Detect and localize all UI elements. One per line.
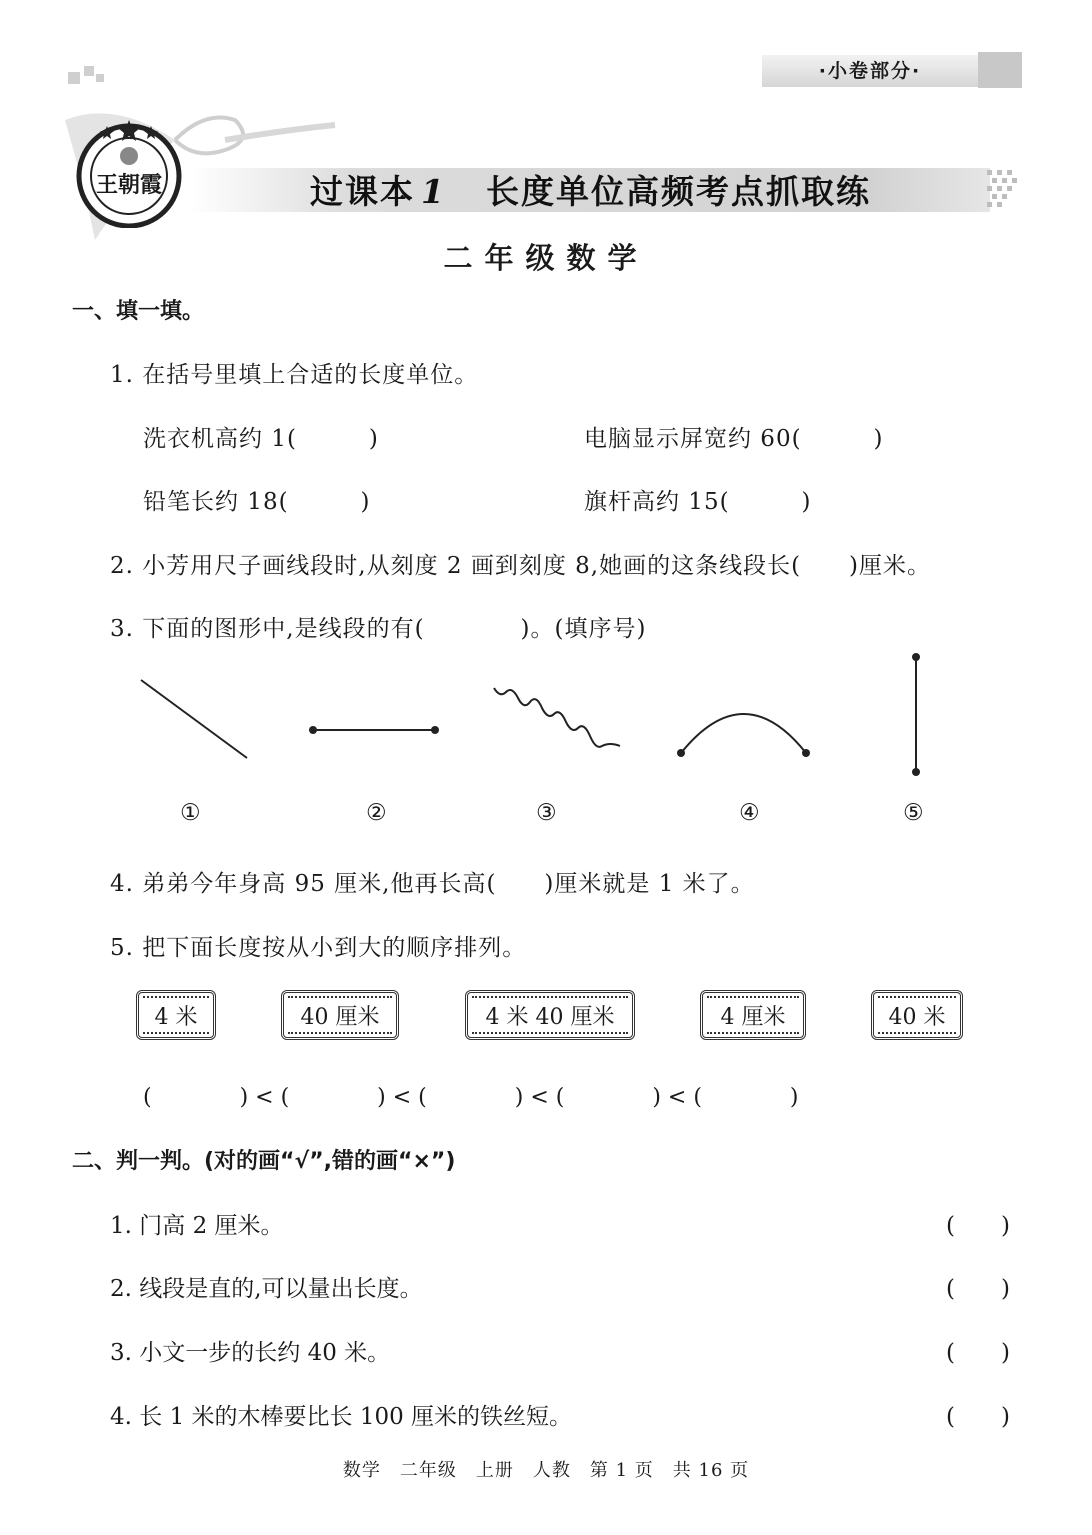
- section-heading-fill: 一、填一填。: [72, 299, 205, 324]
- header-tab: ·小卷部分·: [762, 55, 978, 87]
- question-4: 4. 弟弟今年身高 95 厘米,他再长高( )厘米就是 1 米了。: [110, 871, 755, 897]
- logo-name: 王朝霞: [95, 172, 162, 198]
- judge-item-2: 2. 线段是直的,可以量出长度。: [110, 1276, 423, 1302]
- order-answer-row: ( ) < ( ) < ( ) < ( ) < ( ): [143, 1085, 799, 1110]
- question-1d: 旗杆高约 15( ): [584, 489, 812, 515]
- judge-answer-blank: ( ): [946, 1340, 1010, 1366]
- corner-decoration: [84, 66, 94, 76]
- corner-decoration: [68, 72, 80, 84]
- publisher-logo: [74, 118, 184, 228]
- length-card-1: 4 米: [136, 990, 216, 1040]
- length-card-2: 40 厘米: [281, 990, 399, 1040]
- judge-item-1: 1. 门高 2 厘米。: [110, 1213, 284, 1239]
- figure-1-line: [135, 672, 255, 767]
- page-title: [310, 166, 871, 213]
- figure-4-arc: [672, 700, 817, 765]
- question-1-stem: 1. 在括号里填上合适的长度单位。: [110, 362, 479, 388]
- figure-5-segment: [904, 650, 928, 780]
- section-heading-judge: 二、判一判。(对的画“√”,错的画“×”): [72, 1149, 456, 1174]
- figure-2-segment: [305, 718, 445, 742]
- figure-label-5: ⑤: [903, 800, 925, 826]
- question-2: 2. 小芳用尺子画线段时,从刻度 2 画到刻度 8,她画的这条线段长( )厘米。: [110, 553, 932, 579]
- banner-dots: [985, 168, 1025, 212]
- judge-item-4: 4. 长 1 米的木棒要比长 100 厘米的铁丝短。: [110, 1404, 573, 1430]
- title-series: 过课本: [310, 172, 415, 211]
- question-3-stem: 3. 下面的图形中,是线段的有( )。(填序号): [110, 616, 647, 642]
- page-footer: 数学 二年级 上册 人教 第 1 页 共 16 页: [342, 1460, 750, 1481]
- figure-label-4: ④: [739, 800, 761, 826]
- question-1b: 电脑显示屏宽约 60( ): [584, 426, 884, 452]
- judge-answer-blank: ( ): [946, 1213, 1010, 1239]
- figure-label-2: ②: [366, 800, 388, 826]
- figure-label-3: ③: [536, 800, 558, 826]
- length-card-4: 4 厘米: [700, 990, 806, 1040]
- header-tab-end: [978, 52, 1022, 88]
- judge-answer-blank: ( ): [946, 1404, 1010, 1430]
- judge-item-3: 3. 小文一步的长约 40 米。: [110, 1340, 391, 1366]
- question-5-stem: 5. 把下面长度按从小到大的顺序排列。: [110, 935, 527, 961]
- figure-label-1: ①: [180, 800, 202, 826]
- length-card-3: 4 米 40 厘米: [465, 990, 635, 1040]
- length-card-5: 40 米: [871, 990, 963, 1040]
- question-1c: 铅笔长约 18( ): [143, 489, 371, 515]
- title-number: 1: [421, 172, 446, 211]
- title-topic: 长度单位高频考点抓取练: [485, 172, 871, 211]
- judge-answer-blank: ( ): [946, 1276, 1010, 1302]
- figure-3-curve: [488, 682, 628, 767]
- subtitle: 二年级数学: [443, 241, 649, 275]
- corner-decoration: [96, 74, 104, 82]
- question-1a: 洗衣机高约 1( ): [143, 426, 379, 452]
